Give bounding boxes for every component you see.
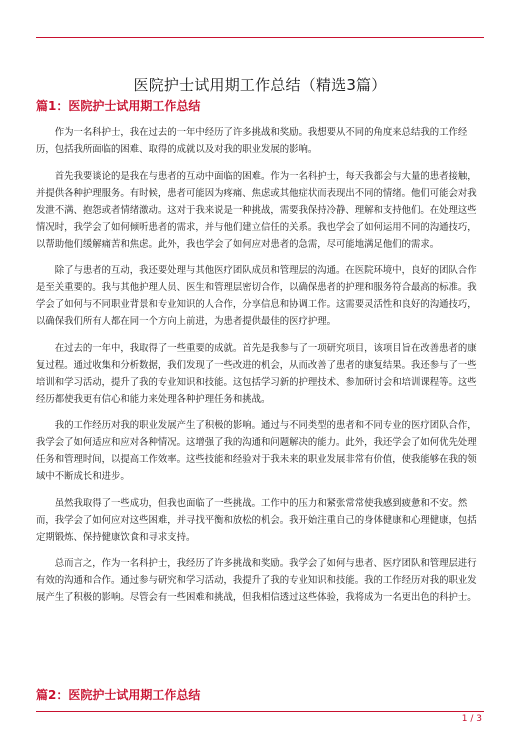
paragraph: 首先我要谈论的是我在与患者的互动中面临的困难。作为一名科护士，每天我都会与大量的患者接触，并提供各种护理服务。有时候，患者可能因为疼痛、焦虑或其他症状而表现出不同的情绪。他们可能会对我发泄不满、抱怨或者情绪激动。这对于我来说是一种挑战，需要我保持冷静、理解和支持他们。在处理这些情况时，我学会了如何倾听患者的需求，并与他们建立信任的关系。我也学会了如何运用不同的沟通技巧，以帮助他们缓解痛苦和焦虑。此外，我也学会了如何应对患者的急需，尽可能地满足他们的需求。 <box>36 170 477 250</box>
paragraph: 作为一名科护士，我在过去的一年中经历了许多挑战和奖励。我想要从不同的角度来总结我的工作经历，包括我所面临的困难、取得的成就以及对我的职业发展的影响。 <box>36 127 468 155</box>
page-number: 1 / 3 <box>461 714 482 724</box>
paragraph: 总而言之，作为一名科护士，我经历了许多挑战和奖励。我学会了如何与患者、医疗团队和管理层进行有效的沟通和合作。通过参与研究和学习活动，我提升了我的专业知识和技能。我的工作经历对我的职业发展产生了积极的影响。尽管会有一些困难和挑战，但我相信透过这些体验，我将成为一名更出色的科护士。 <box>36 558 477 603</box>
paragraph: 除了与患者的互动，我还要处理与其他医疗团队成员和管理层的沟通。在医院环境中，良好的团队合作是至关重要的。我与其他护理人员、医生和管理层密切合作，以确保患者的护理和服务符合最高的标准。我学会了如何与不同职业背景和专业知识的人合作，分享信息和协调工作。这需要灵活性和良好的沟通技巧，以确保我们所有人都在同一个方向上前进，为患者提供最佳的医疗护理。 <box>36 265 477 327</box>
section-heading-2: 篇2：医院护士试用期工作总结 <box>36 688 201 702</box>
header-rule <box>36 37 484 38</box>
document-body <box>36 124 480 616</box>
footer-rule <box>36 711 484 712</box>
paragraph: 虽然我取得了一些成功，但我也面临了一些挑战。工作中的压力和紧张常常使我感到疲惫和不安。然而，我学会了如何应对这些困难，并寻找平衡和放松的机会。我开始注重自己的身体健康和心理健康，包括定期锻炼、保持健康饮食和寻求支持。 <box>36 497 477 543</box>
paragraph: 在过去的一年中，我取得了一些重要的成就。首先是我参与了一项研究项目，该项目旨在改善患者的康复过程。通过收集和分析数据，我们发现了一些改进的机会，从而改善了患者的康复结果。我还参与了一些培训和学习活动，提升了我的专业知识和技能。这包括学习新的护理技术、参加研讨会和培训课程等。这些经历都使我更有信心和能力来处理各种护理任务和挑战。 <box>36 342 477 405</box>
paragraph: 我的工作经历对我的职业发展产生了积极的影响。通过与不同类型的患者和不同专业的医疗团队合作，我学会了如何适应和应对各种情况。这增强了我的沟通和问题解决的能力。此外，我还学会了如何优先处理任务和管理时间，以提高工作效率。这些技能和经验对于我未来的职业发展非常有价值，使我能够在我的领域中不断成长和进步。 <box>36 420 477 482</box>
document-title: 医院护士试用期工作总结（精选3篇） <box>133 76 387 95</box>
section-heading-1: 篇1：医院护士试用期工作总结 <box>36 99 201 113</box>
